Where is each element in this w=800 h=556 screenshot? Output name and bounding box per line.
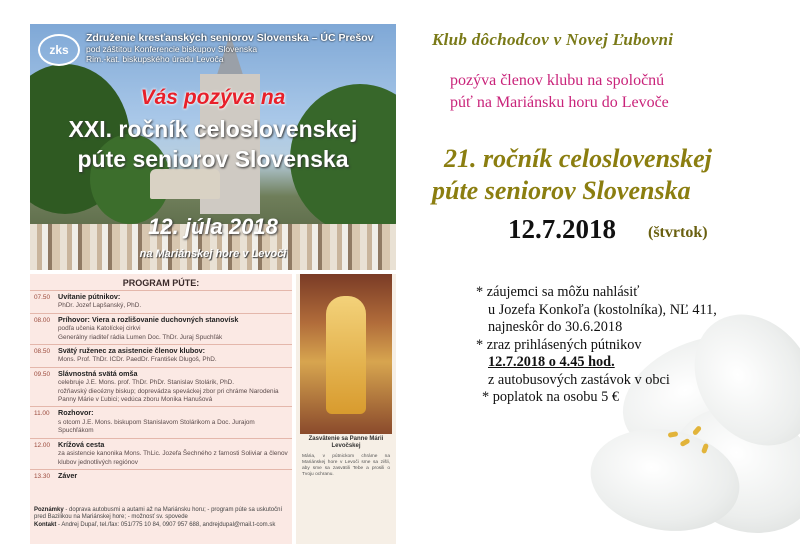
invite-line-1: pozýva členov klubu na spoločnú [450, 72, 665, 89]
program-body [58, 470, 292, 483]
event-poster [30, 24, 396, 544]
program-row [30, 406, 292, 437]
program-detail: podľa učenia Katolíckej cirkvi [58, 325, 141, 333]
contact-label: Kontakt [34, 521, 57, 528]
contact-text: - Andrej Dupaľ, tel./fax: 051/775 10 84, 0907 957 688, andrejdupal@mail.t-com.sk [58, 521, 276, 528]
poster-place: na Mariánskej hore v Levoči [139, 248, 287, 260]
program-detail: PhDr. Jozef Lapšanský, PhD. [58, 302, 142, 310]
program-row [30, 290, 292, 313]
organization-logo: zks [38, 34, 80, 66]
program-detail: celebruje J.E. Mons. prof. ThDr. PhDr. Stanislav Stolárik, PhD. [58, 379, 235, 387]
program-row [30, 438, 292, 469]
program-row [30, 344, 292, 367]
program-detail: s otcom J.E. Mons. biskupom Stanislavom Stolárikom a Doc. Jurajom Spuchľákom [58, 418, 255, 435]
program-time: 12.00 [34, 441, 50, 449]
program-title: Rozhovor: [58, 408, 94, 418]
club-name: Klub dôchodcov v Novej Ľubovni [432, 30, 674, 49]
program-time: 09.50 [34, 370, 50, 378]
program-title: Príhovor: Viera a rozlišovanie duchovných stanovísk [58, 314, 239, 324]
program-body [58, 345, 292, 367]
event-title-line-2: púte seniorov Slovenska [432, 176, 691, 205]
event-date: 12.7.2018 [508, 214, 616, 244]
poster-title-line2: púte seniorov Slovenska [77, 146, 349, 172]
program-detail: za asistencie kanonika Mons. ThLic. Jozefa Šechného z farnosti Soliviar a členov klubov jednotlivých regiónov [58, 450, 288, 466]
meeting-time: 12.7.2018 o 4.45 hod. [488, 354, 615, 370]
program-row [30, 367, 292, 407]
program-detail: Mons. Prof. ThDr. ICDr. PaedDr. František Dlugoš, PhD. [58, 356, 217, 364]
info-line: * záujemci sa môžu nahlásiť [476, 284, 640, 300]
organizer-patronage: pod záštitou Konferencie biskupov Slovenska [86, 44, 258, 54]
program-title: Krížová cesta [58, 439, 105, 449]
invite-line-2: púť na Mariánsku horu do Levoče [450, 94, 669, 111]
program-subdetail: rožňavský diecézny biskup; doprevádza speváckej zbor pri chráme Narodenia Panny Márie v Ľubici; vedúca zboru Monika Hanušová [58, 387, 279, 404]
program-body [58, 407, 292, 437]
info-line: * zraz prihlásených pútnikov [476, 336, 642, 353]
program-subdetail: Generálny riaditeľ rádia Lumen Doc. ThDr. Juraj Spuchľák [58, 333, 223, 341]
organizer-block [86, 32, 374, 64]
organizer-office: Rim.-kat. biskupského úradu Levoča [86, 54, 224, 64]
program-row [30, 313, 292, 344]
program-time: 13.30 [34, 472, 50, 480]
program-time: 11.00 [34, 410, 50, 418]
program-body [58, 291, 292, 313]
program-title: Uvítanie pútnikov: [58, 292, 121, 301]
program-time: 07.50 [34, 294, 50, 301]
statue-prayer-text: Mária, v pútnickom chráme na Mariánskej hore v Levoči sme sa zišli, aby sme sa zasvätili Tebe a prosili o Tvoju ochranu. [302, 454, 390, 477]
madonna-statue-image [300, 274, 392, 434]
info-line: najneskôr do 30.6.2018 [488, 319, 623, 335]
info-line: z autobusových zastávok v obci [488, 371, 670, 388]
program-section [30, 274, 292, 544]
program-body [58, 368, 292, 407]
program-heading: PROGRAM PÚTE: [122, 278, 200, 288]
statue-panel [296, 274, 396, 544]
organizer-name: Združenie kresťanských seniorov Slovenska – ÚC Prešov [86, 32, 374, 44]
notes-label: Poznámky [34, 507, 64, 513]
event-title-line-1: 21. ročník celoslovenskej [444, 144, 712, 173]
program-row [30, 469, 292, 483]
program-title: Slávnostná svätá omša [58, 368, 138, 378]
program-title: Záver [58, 470, 78, 480]
event-weekday: (štvrtok) [648, 224, 708, 241]
altar-canopy [150, 169, 220, 199]
pilgrimage-photo [30, 24, 396, 270]
info-line: u Jozefa Konkoľa (kostolníka), NĽ 411, [488, 301, 717, 318]
program-list [30, 290, 292, 483]
info-line: * poplatok na osobu 5 € [482, 389, 620, 405]
event-info-list [476, 284, 717, 407]
notes-text: - doprava autobusmi a autami až na Mariánsku horu; - program púte sa uskutoční pred Bazilikou na Mariánskej hore; - možnosť sv. spovede [34, 507, 283, 521]
poster-footer [30, 507, 292, 529]
poster-invite: Vás pozýva na [140, 86, 286, 109]
program-time: 08.50 [34, 348, 50, 356]
poster-date: 12. júla 2018 [148, 214, 278, 239]
poster-title-line1: XXI. ročník celoslovenskej [68, 116, 358, 142]
program-body [58, 314, 292, 344]
program-title: Svätý ruženec za asistencie členov klubov: [58, 346, 206, 356]
program-body [58, 439, 292, 469]
program-time: 08.00 [34, 316, 50, 324]
statue-caption: Zasvätenie sa Panne Márii Levočskej [308, 436, 384, 449]
